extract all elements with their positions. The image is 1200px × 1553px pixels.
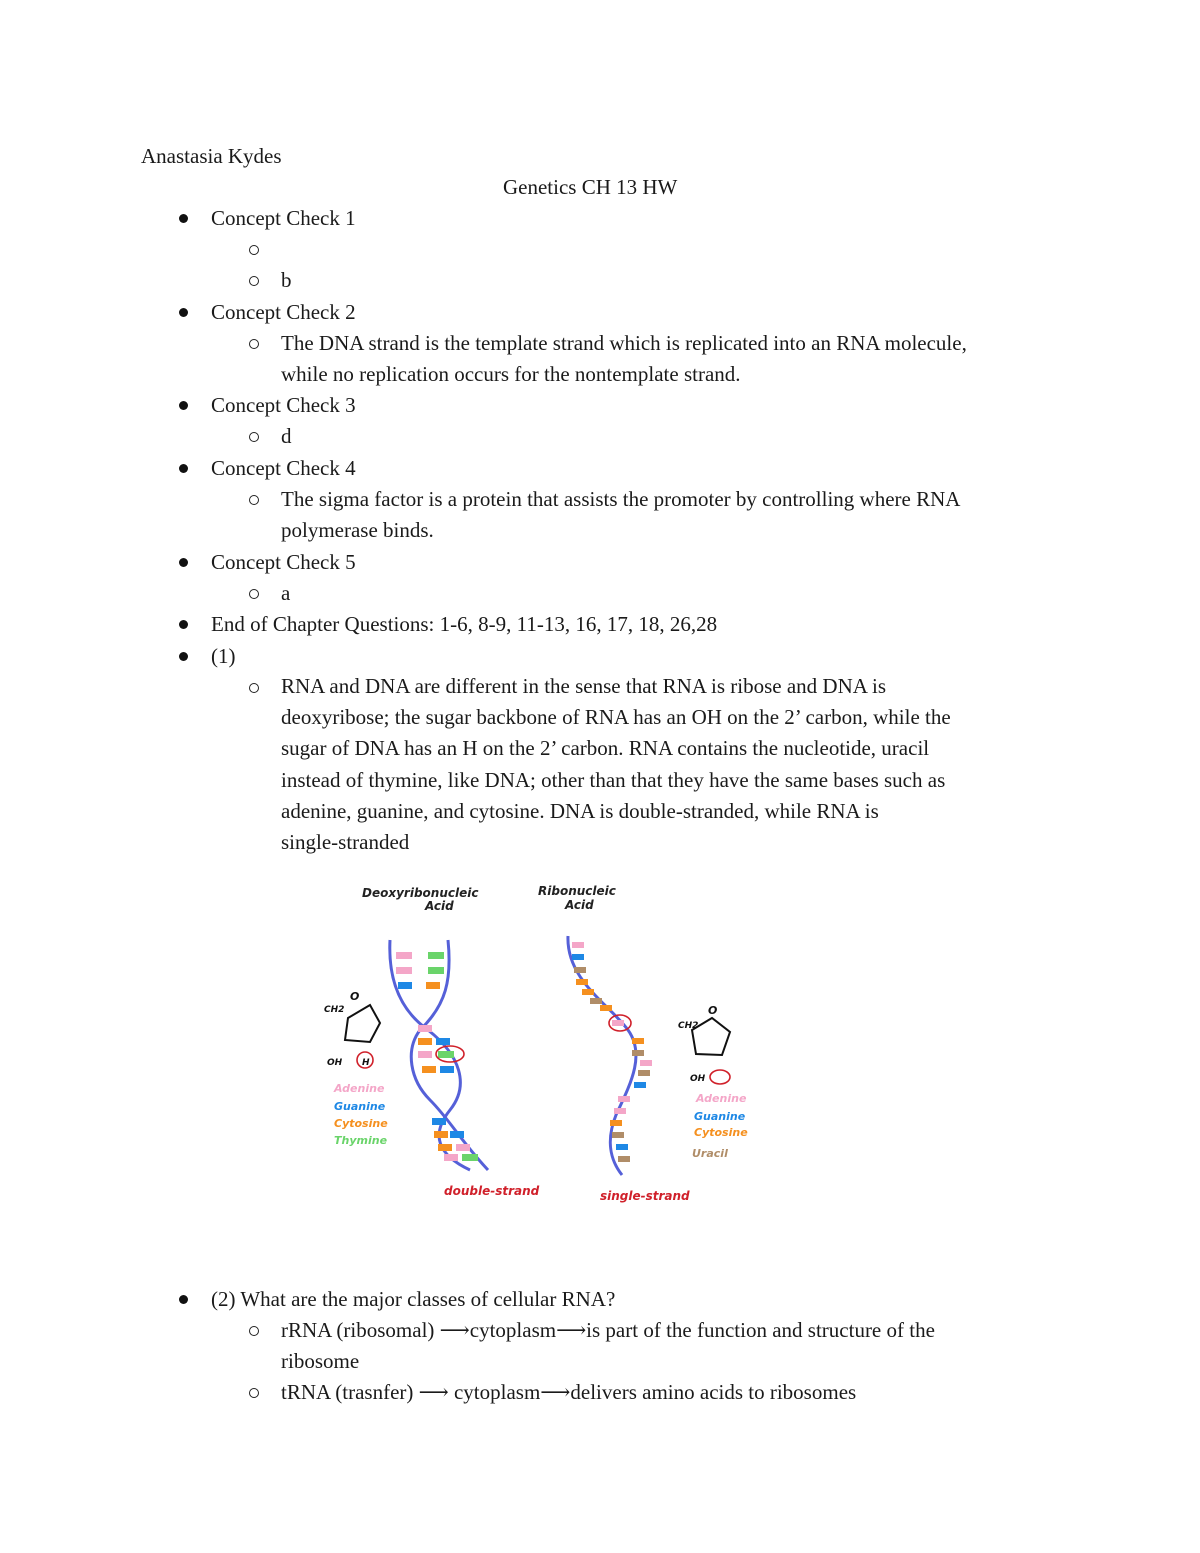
answer-line: tRNA (trasnfer) ⟶ cytoplasm⟶delivers amino acids to ribosomes [281, 1380, 857, 1404]
dna-base-thymine [462, 1154, 478, 1161]
rna-title-line2: Acid [565, 898, 594, 912]
bullet [179, 464, 188, 473]
author-name: Anastasia Kydes [141, 144, 282, 168]
single-strand-label: single-strand [600, 1189, 690, 1203]
rna-legend-cytosine: Cytosine [694, 1126, 748, 1139]
sub-bullet [249, 1326, 259, 1336]
dna-base-adenine [396, 952, 412, 959]
bullet [179, 308, 188, 317]
bullet [179, 401, 188, 410]
answer-line: RNA and DNA are different in the sense that RNA is ribose and DNA is [281, 674, 887, 698]
answer-line: single-stranded [281, 830, 410, 854]
sugar-oh-label: OH [327, 1058, 343, 1068]
sub-bullet [249, 589, 259, 599]
rna-base-uracil [574, 967, 586, 973]
document-title: Genetics CH 13 HW [503, 175, 678, 199]
rna-base-cytosine [632, 1038, 644, 1044]
list-item-label: End of Chapter Questions: 1-6, 8-9, 11-13, 16, 17, 18, 26,28 [211, 612, 718, 636]
sub-bullet [249, 245, 259, 255]
rna-legend-adenine: Adenine [696, 1092, 747, 1105]
double-strand-label: double-strand [444, 1184, 540, 1198]
rna-base-cytosine [600, 1005, 612, 1011]
rna-base-uracil [638, 1070, 650, 1076]
rna-base-cytosine [610, 1120, 622, 1126]
dna-base-cytosine [426, 982, 440, 989]
dna-legend-thymine: Thymine [334, 1134, 388, 1147]
rna-base-cytosine [582, 989, 594, 995]
dna-base-thymine [428, 967, 444, 974]
list-item-label: Concept Check 2 [211, 300, 356, 324]
dna-base-cytosine [438, 1144, 452, 1151]
answer-line: deoxyribose; the sugar backbone of RNA has an OH on the 2’ carbon, while the [281, 705, 951, 729]
sub-bullet [249, 495, 259, 505]
dna-base-adenine [456, 1144, 470, 1151]
dna-base-guanine [398, 982, 412, 989]
answer-line: sugar of DNA has an H on the 2’ carbon. RNA contains the nucleotide, uracil [281, 736, 930, 760]
rna-base-adenine [612, 1020, 624, 1026]
list-item-label: Concept Check 1 [211, 206, 356, 230]
rna-base-guanine [572, 954, 584, 960]
dna-base-adenine [418, 1051, 432, 1058]
dna-title-line2: Acid [425, 899, 454, 913]
answer-line: instead of thymine, like DNA; other than that they have the same bases such as [281, 768, 946, 792]
sugar-o-label: O [708, 1004, 718, 1017]
rna-base-adenine [618, 1096, 630, 1102]
sugar-h-label: H [362, 1058, 370, 1068]
dna-base-cytosine [422, 1066, 436, 1073]
sub-bullet [249, 339, 259, 349]
rna-legend-guanine: Guanine [694, 1110, 746, 1123]
sub-bullet [249, 432, 259, 442]
sugar-oh-label: OH [690, 1074, 706, 1084]
sub-bullet [249, 683, 259, 693]
bullet [179, 652, 188, 661]
rna-base-uracil [612, 1132, 624, 1138]
rna-base-guanine [634, 1082, 646, 1088]
rna-base-adenine [614, 1108, 626, 1114]
bullet [179, 1295, 188, 1304]
sub-bullet [249, 276, 259, 286]
sugar-highlight-circle [710, 1070, 730, 1084]
list-item-label: Concept Check 3 [211, 393, 356, 417]
dna-rna-sketch [310, 870, 770, 1210]
answer-line: rRNA (ribosomal) ⟶cytoplasm⟶is part of the function and structure of the [281, 1318, 935, 1342]
rna-legend-uracil: Uracil [692, 1147, 728, 1160]
rna-base-uracil [632, 1050, 644, 1056]
dna-base-cytosine [434, 1131, 448, 1138]
sugar-o-label: O [350, 990, 360, 1003]
list-item-label: Concept Check 4 [211, 456, 356, 480]
list-item-label: (1) [211, 644, 236, 668]
dna-base-cytosine [418, 1038, 432, 1045]
bullet [179, 214, 188, 223]
sugar-ch2-label: CH2 [678, 1021, 699, 1031]
ribose-sugar [678, 1004, 730, 1084]
dna-base-guanine [436, 1038, 450, 1045]
rna-base-guanine [616, 1144, 628, 1150]
dna-legend-adenine: Adenine [334, 1082, 385, 1095]
bullet [179, 558, 188, 567]
dna-base-adenine [444, 1154, 458, 1161]
sub-item-continuation: while no replication occurs for the nontemplate strand. [281, 362, 741, 386]
dna-base-guanine [432, 1118, 446, 1125]
sub-item: b [281, 268, 292, 292]
dna-base-guanine [440, 1066, 454, 1073]
sub-item: The DNA strand is the template strand which is replicated into an RNA molecule, [281, 331, 967, 355]
sugar-ch2-label: CH2 [324, 1005, 345, 1015]
sugar-ring [345, 1005, 380, 1042]
bullet [179, 620, 188, 629]
dna-base-thymine [428, 952, 444, 959]
rna-base-uracil [618, 1156, 630, 1162]
deoxyribose-sugar [324, 990, 380, 1068]
dna-legend-guanine: Guanine [334, 1100, 386, 1113]
dna-base-guanine [450, 1131, 464, 1138]
question-label: (2) What are the major classes of cellular RNA? [211, 1287, 616, 1311]
rna-base-adenine [572, 942, 584, 948]
dna-legend-cytosine: Cytosine [334, 1117, 388, 1130]
rna-title-line1: Ribonucleic [538, 884, 616, 898]
answer-line: adenine, guanine, and cytosine. DNA is double-stranded, while RNA is [281, 799, 879, 823]
dna-base-thymine [438, 1051, 454, 1058]
dna-base-pairs [396, 952, 478, 1161]
sub-item: d [281, 424, 292, 448]
rna-base-cytosine [576, 979, 588, 985]
sub-item: The sigma factor is a protein that assists the promoter by controlling where RNA [281, 487, 961, 511]
sub-bullet [249, 1388, 259, 1398]
list-item-label: Concept Check 5 [211, 550, 356, 574]
dna-title-line1: Deoxyribonucleic [362, 886, 479, 900]
sketch-svg [310, 870, 770, 1210]
dna-base-adenine [396, 967, 412, 974]
sub-item: a [281, 581, 291, 605]
sub-item-continuation: polymerase binds. [281, 518, 434, 542]
dna-base-adenine [418, 1025, 432, 1032]
answer-line: ribosome [281, 1349, 360, 1373]
rna-base-adenine [640, 1060, 652, 1066]
rna-base-uracil [590, 998, 602, 1004]
